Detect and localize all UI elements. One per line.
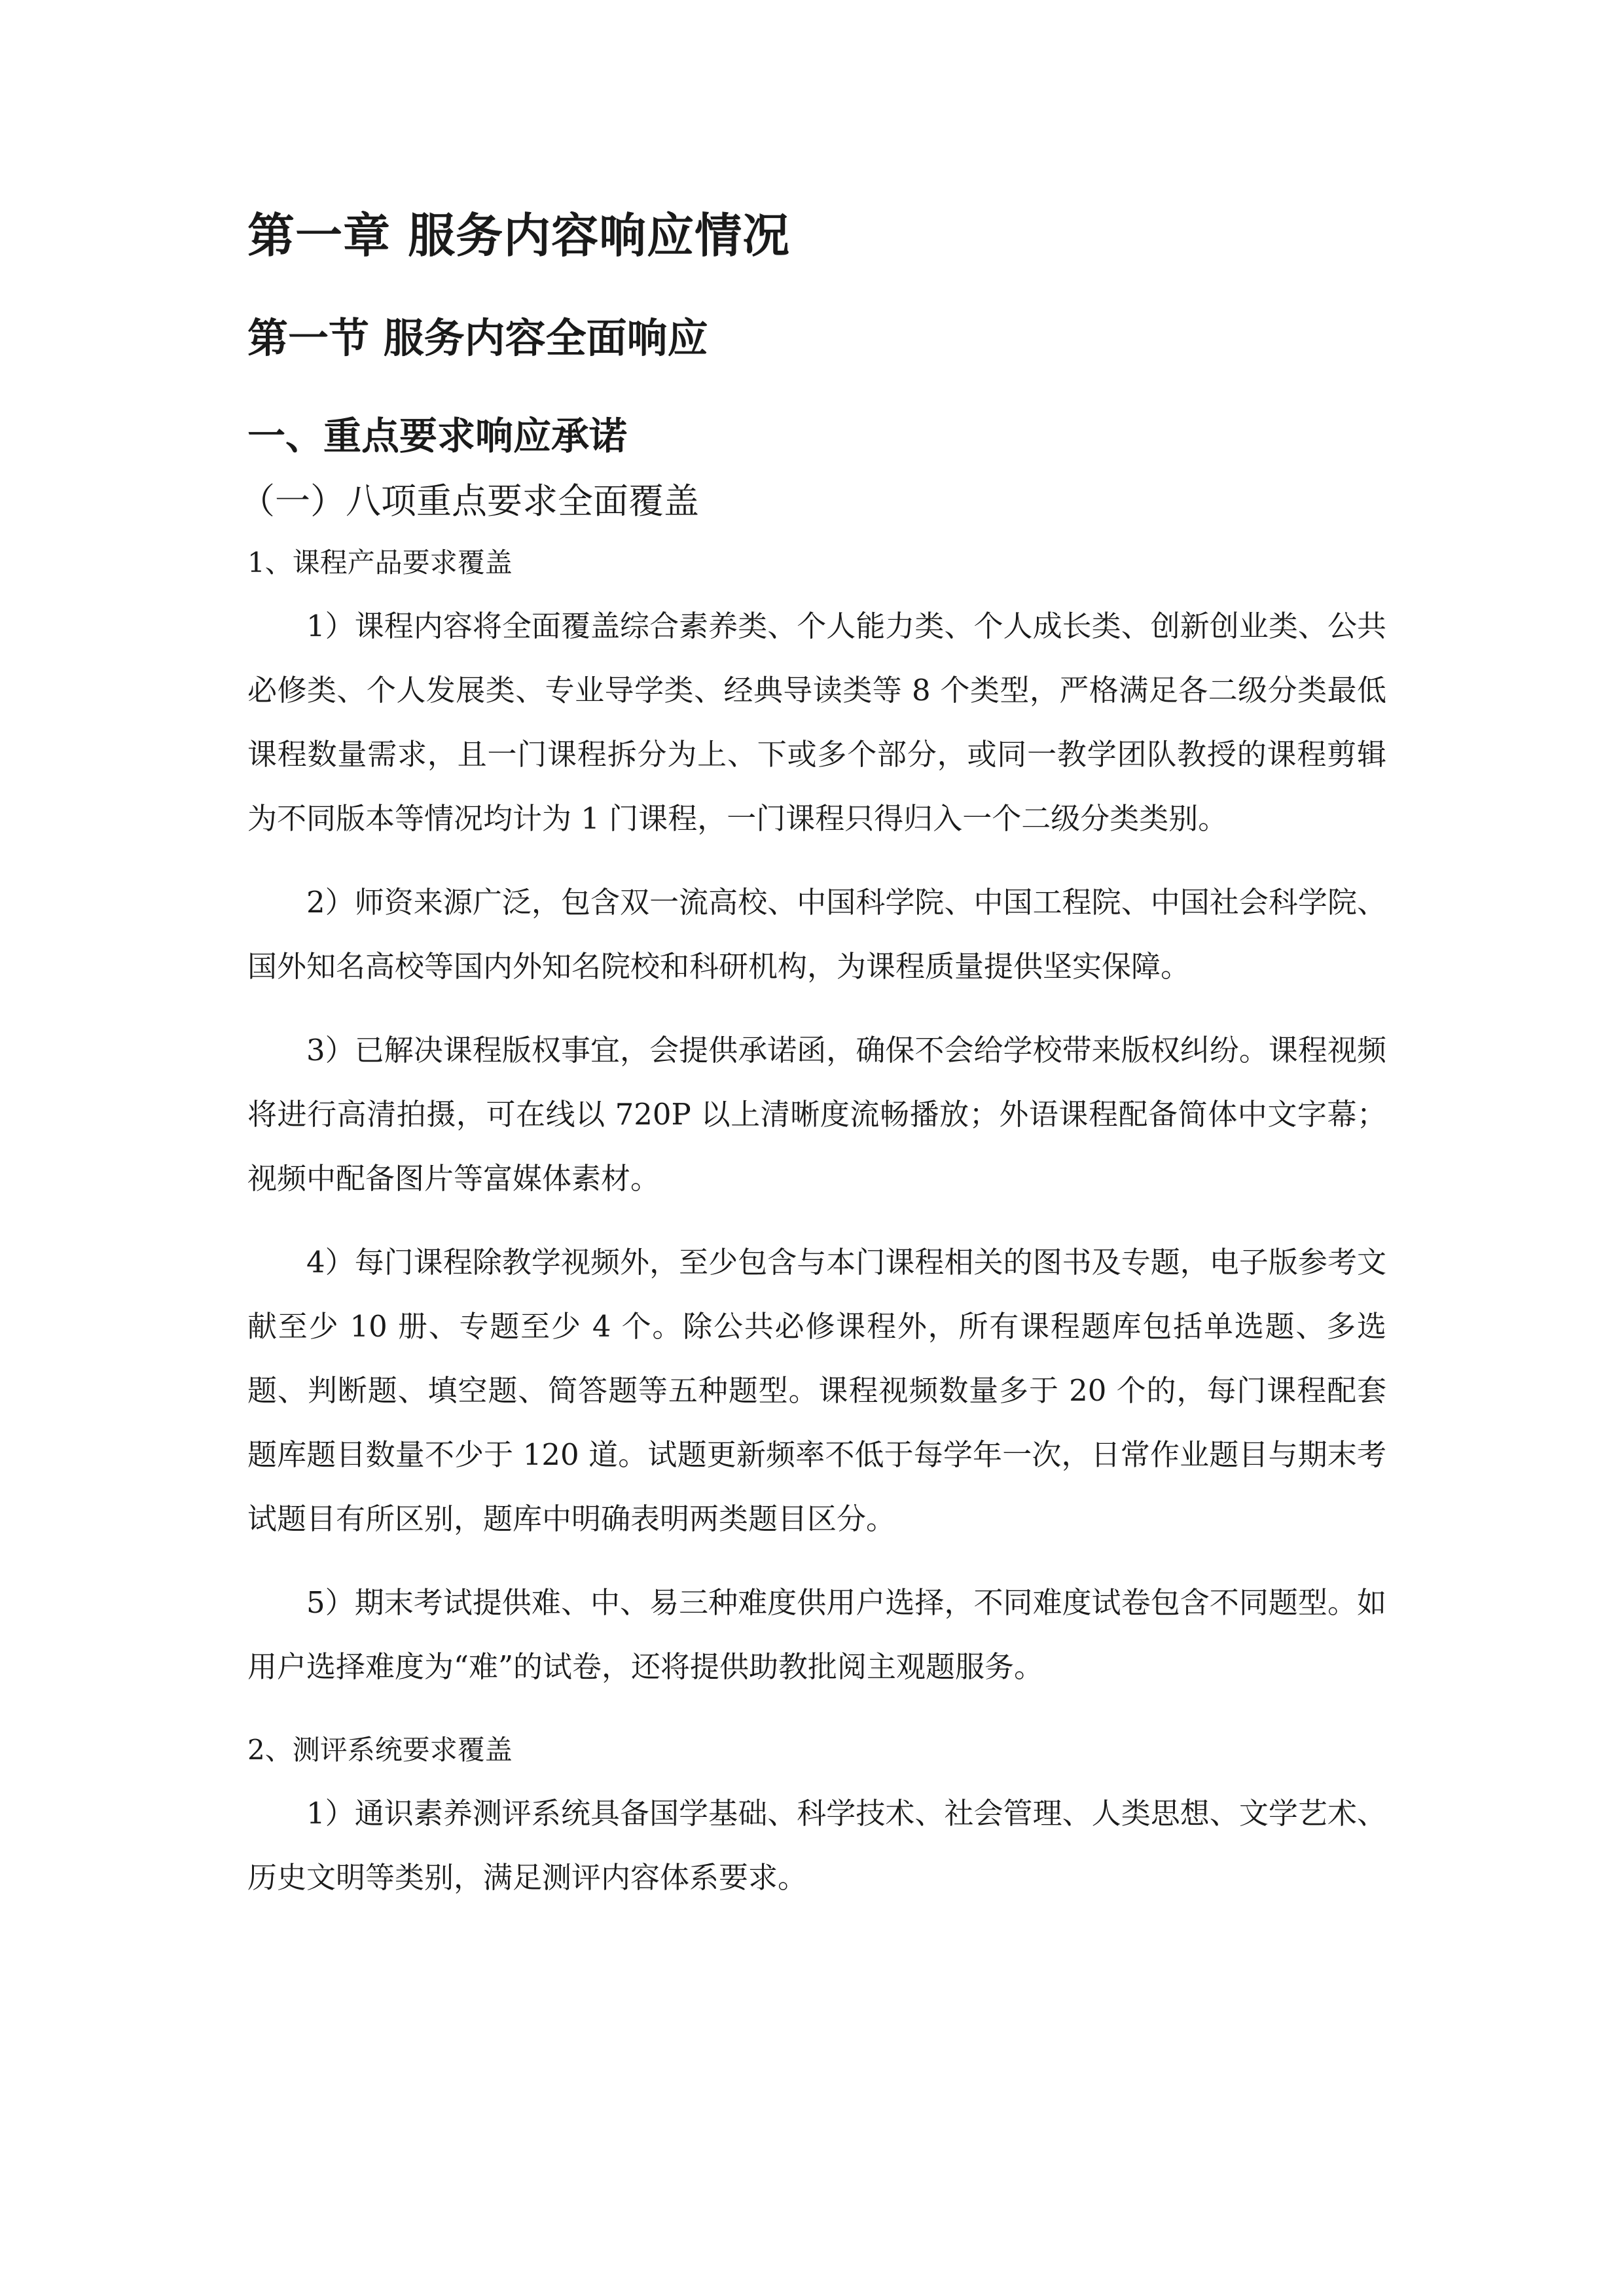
paragraph: 1）课程内容将全面覆盖综合素养类、个人能力类、个人成长类、创新创业类、公共必修类、个人发展类、专业导学类、经典导读类等 8 个类型，严格满足各二级分类最低课程数量需求，且一门课程拆分为上、下或多个部分，或同一教学团队教授的课程剪辑为不同版本等情况均计为 1 门课程，一门课程只得归入一个二级分类类别。 <box>247 609 1386 836</box>
chapter-title: 第一章 服务内容响应情况 <box>247 208 791 263</box>
subsubsection-title: （一）八项重点要求全面覆盖 <box>240 480 699 522</box>
paragraph: 5）期末考试提供难、中、易三种难度供用户选择，不同难度试卷包含不同题型。如用户选择难度为“难”的试卷，还将提供助教批阅主观题服务。 <box>247 1585 1386 1684</box>
paragraph: 1）通识素养测评系统具备国学基础、科学技术、社会管理、人类思想、文学艺术、历史文明等类别，满足测评内容体系要求。 <box>247 1796 1386 1895</box>
item-heading-assessment: 2、测评系统要求覆盖 <box>247 1734 513 1766</box>
paragraph: 3）已解决课程版权事宜，会提供承诺函，确保不会给学校带来版权纠纷。课程视频将进行高清拍摄，可在线以 720P 以上清晰度流畅播放；外语课程配备简体中文字幕；视频中配备图片等富媒体素材。 <box>247 1033 1386 1196</box>
paragraph: 4）每门课程除教学视频外，至少包含与本门课程相关的图书及专题，电子版参考文献至少 10 册、专题至少 4 个。除公共必修课程外，所有课程题库包括单选题、多选题、判断题、填空题、简答题等五种题型。课程视频数量多于 20 个的，每门课程配套题库题目数量不少于 120 道。试题更新频率不低于每学年一次，日常作业题目与期末考试题目有所区别，题库中明确表明两类题目区分。 <box>247 1245 1386 1536</box>
subsection-title: 一、重点要求响应承诺 <box>247 414 628 458</box>
document-page <box>240 196 1386 1910</box>
section-title: 第一节 服务内容全面响应 <box>247 314 708 362</box>
item-heading-course: 1、课程产品要求覆盖 <box>247 547 513 579</box>
paragraph: 2）师资来源广泛，包含双一流高校、中国科学院、中国工程院、中国社会科学院、国外知名高校等国内外知名院校和科研机构，为课程质量提供坚实保障。 <box>247 885 1386 984</box>
